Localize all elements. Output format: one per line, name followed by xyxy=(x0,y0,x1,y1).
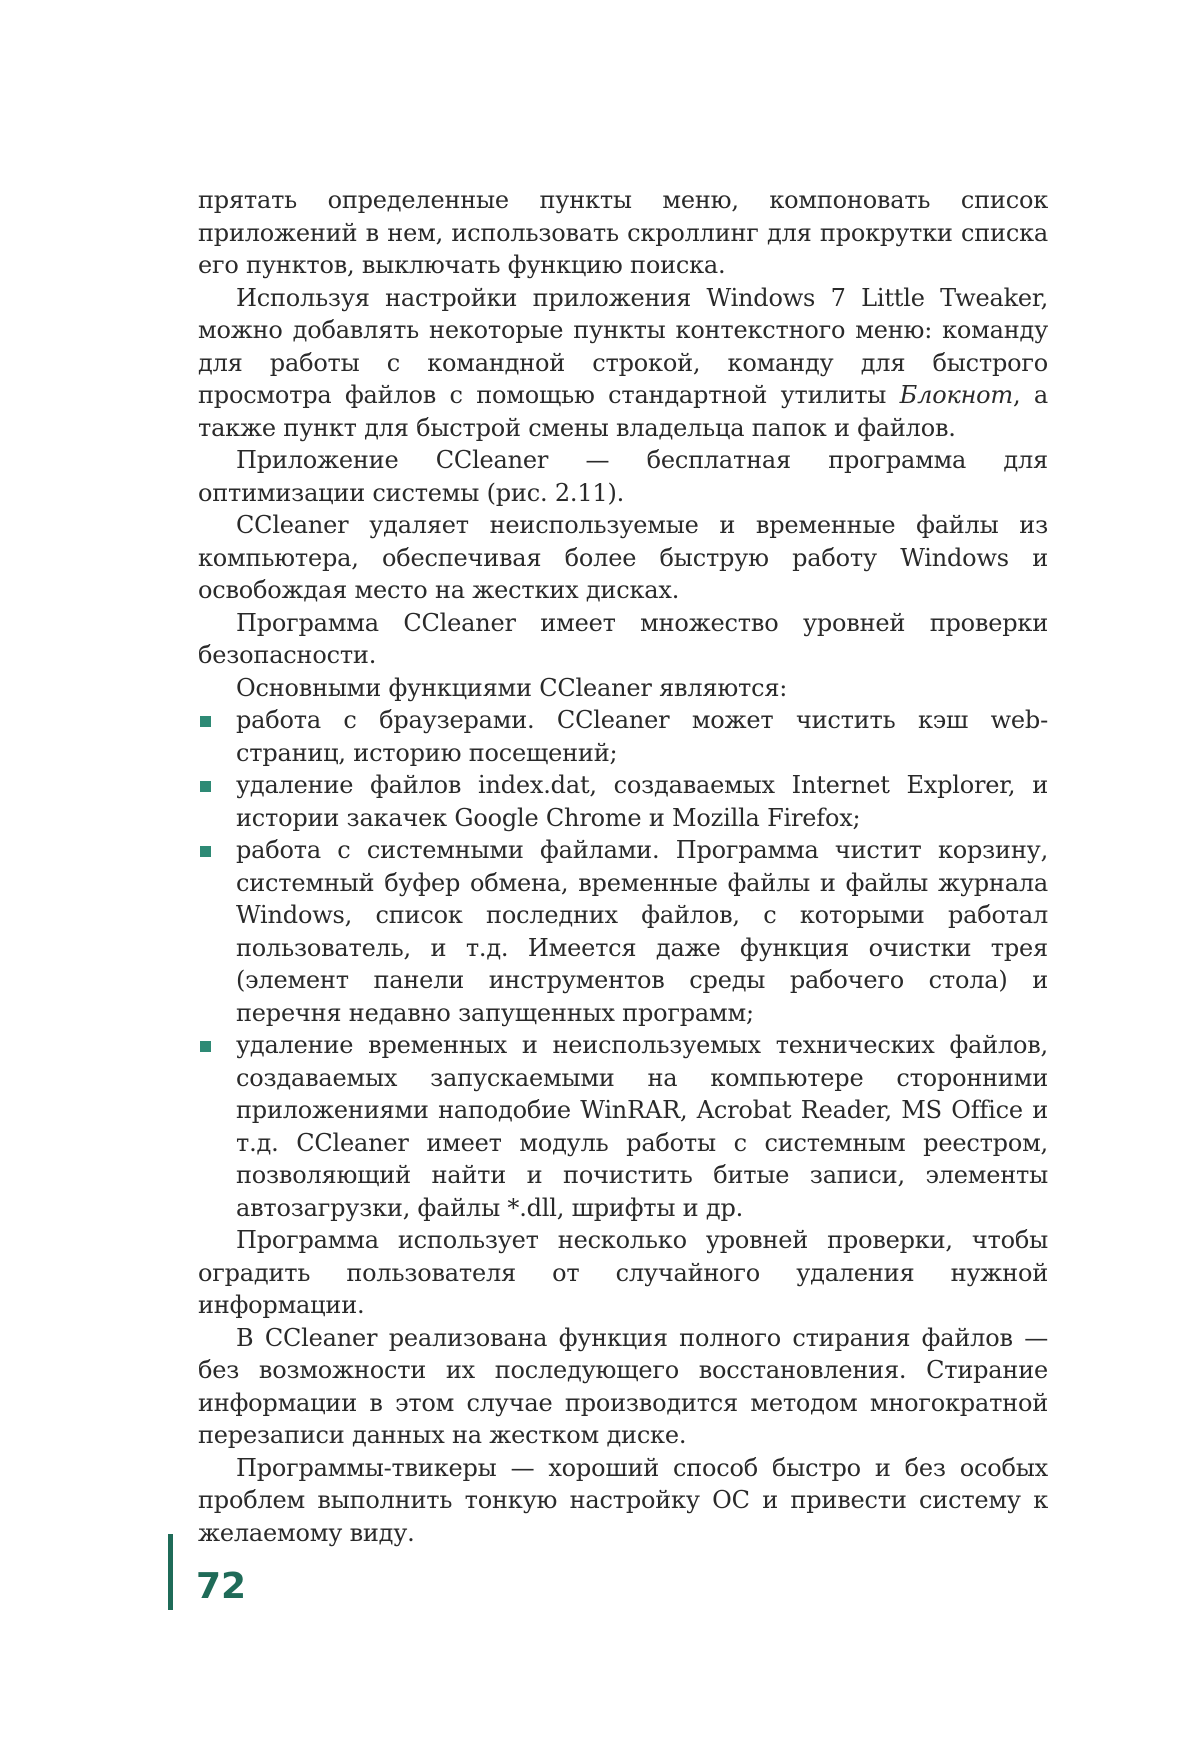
page-number: 72 xyxy=(196,1566,247,1607)
paragraph: Основными функциями CCleaner являются: xyxy=(236,673,788,702)
list-item xyxy=(198,1029,1048,1224)
paragraph: прятать определенные пункты меню, компоновать список приложений в нем, использовать скроллинг для прокрутки списка его пунктов, выключать функцию поиска. xyxy=(198,186,1048,279)
paragraph: Программа CCleaner имеет множество уровней проверки безопасности. xyxy=(198,608,1048,669)
list-item xyxy=(198,769,1048,834)
paragraph: CCleaner удаляет неиспользуемые и временные файлы из компьютера, обеспечивая более быструю работу Windows и освобождая место на жестких дисках. xyxy=(198,511,1048,604)
square-bullet-icon xyxy=(200,781,211,792)
square-bullet-icon xyxy=(200,846,211,857)
list-item xyxy=(198,834,1048,1029)
square-bullet-icon xyxy=(200,1041,211,1052)
paragraph: Программы-твикеры — хороший способ быстро и без особых проблем выполнить тонкую настройку ОС и привести систему к желаемому виду. xyxy=(198,1453,1048,1547)
paragraph-text: Используя настройки приложения Windows 7 Little Tweaker, можно добавлять некоторые пункты контекстного меню: команду для работы с командной строкой, команду для быстрого просмотра файлов с помощью стандартной утилиты xyxy=(198,283,1048,409)
paragraph xyxy=(198,282,1048,445)
functions-list xyxy=(198,704,1048,1224)
page-margin-bar xyxy=(168,1534,173,1610)
paragraph: Приложение CCleaner — бесплатная программа для оптимизации системы (рис. 2.11). xyxy=(198,446,1048,507)
paragraph-text: , а также пункт для быстрой смены владельца папок и файлов. xyxy=(198,381,1048,442)
paragraph: В CCleaner реализована функция полного стирания файлов — без возможности их последующего восстановления. Стирание информации в этом случае производится методом многократной перезаписи данных на жестком диске. xyxy=(198,1323,1048,1449)
list-item-text: удаление файлов index.dat, создаваемых Internet Explorer, и истории закачек Google Chrome и Mozilla Firefox; xyxy=(236,771,1048,832)
paragraph: Программа использует несколько уровней проверки, чтобы оградить пользователя от случайного удаления нужной информации. xyxy=(198,1226,1048,1319)
list-item-text: работа с системными файлами. Программа чистит корзину, системный буфер обмена, временные файлы и файлы журнала Windows, список последних файлов, с которыми работал пользователь, и т.д. Имеется даже функция очистки трея (элемент панели инструментов среды рабочего стола) и перечня недавно запущенных программ; xyxy=(236,836,1048,1027)
list-item-text: удаление временных и неиспользуемых технических файлов, создаваемых запускаемыми на компьютере сторонними приложениями наподобие WinRAR, Acrobat Reader, MS Office и т.д. CCleaner имеет модуль работы с системным реестром, позволяющий найти и почистить битые записи, элементы автозагрузки, файлы *.dll, шрифты и др. xyxy=(236,1031,1048,1222)
square-bullet-icon xyxy=(200,716,211,727)
list-item xyxy=(198,704,1048,769)
body-text xyxy=(198,184,1048,1549)
list-item-text: работа с браузерами. CCleaner может чистить кэш web-страниц, историю посещений; xyxy=(236,706,1048,767)
notepad-term: Блокнот xyxy=(899,381,1013,409)
